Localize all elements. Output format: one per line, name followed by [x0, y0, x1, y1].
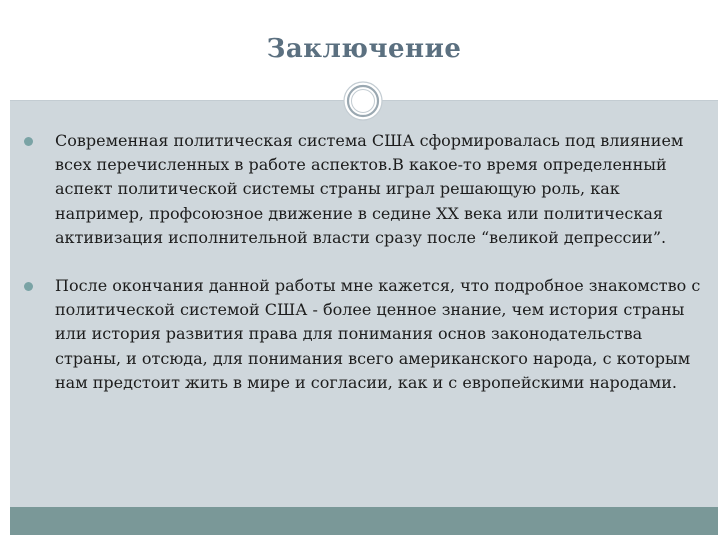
footer-bar — [10, 507, 718, 535]
bullet-dot-icon — [24, 282, 33, 291]
circle-ornament-icon — [343, 81, 383, 121]
bullet-item — [22, 129, 702, 250]
title-area — [10, 10, 718, 90]
slide-title: Заключение — [266, 34, 462, 64]
content-area — [10, 101, 718, 507]
bullet-list — [22, 129, 702, 395]
bullet-text: Современная политическая система США сформировалась под влиянием всех перечисленных в работе аспектов.В какое-то время определенный аспект политической системы страны играл решающую роль, как например, профсоюзное движение в седине XX века или политическая активизация исполнительной власти сразу после “великой депрессии”. — [55, 131, 684, 247]
bullet-dot-icon — [24, 137, 33, 146]
bullet-item — [22, 274, 702, 395]
bullet-text: После окончания данной работы мне кажется, что подробное знакомство с политической системой США - более ценное знание, чем история страны или история развития права для понимания основ законодательства страны, и отсюда, для понимания всего американского народа, с которым нам предстоит жить в мире и согласии, как и с европейскими народами. — [55, 276, 701, 392]
